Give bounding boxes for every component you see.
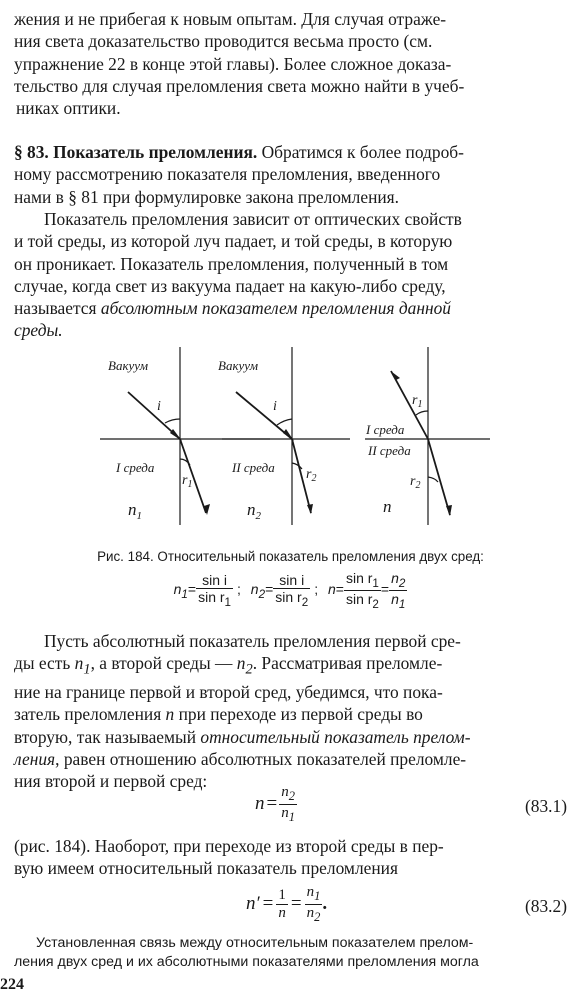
- vacuum-label: Вакуум: [108, 358, 149, 373]
- separator: ;: [237, 581, 241, 597]
- text-line: жения и не прибегая к новым опытам. Для случая отраже-: [14, 9, 447, 29]
- medium-label: II среда: [232, 460, 275, 475]
- index-label: $n_2$: [247, 500, 261, 522]
- text-line: он проникает. Показатель преломления, полученный в том: [14, 253, 449, 274]
- equation-number: (83.1): [524, 796, 567, 816]
- fraction: $\frac{\text{sin i}}{\sin r_2}$: [275, 571, 309, 609]
- text-line: Показатель преломления зависит от оптических свойств: [44, 209, 462, 229]
- formula-lhs: $n_2$: [250, 581, 266, 601]
- angle-label: $r_2$: [306, 467, 317, 484]
- equation-number: (83.2): [524, 896, 567, 916]
- text-line: случае, когда свет из вакуума падает на какую-либо среду,: [14, 275, 446, 296]
- figure-caption: Рис. 184. Относительный показатель преломления двух сред:: [97, 549, 484, 564]
- separator: ;: [314, 581, 319, 597]
- text-line: ды есть $n_1$, а второй среды — $n_2$. Рассматривая преломле-: [14, 653, 443, 678]
- formula-lhs: $n_1$: [173, 581, 188, 601]
- equals-sign: =: [187, 581, 197, 597]
- angle-label: i: [157, 399, 161, 414]
- section-83-paragraph: [14, 141, 567, 208]
- medium-label: I среда: [116, 460, 155, 475]
- angle-arc: [165, 419, 180, 423]
- page-number: 224: [0, 976, 24, 993]
- fraction: $\frac{n_2}{n_1}$: [391, 570, 406, 611]
- term-italic: ления: [14, 748, 56, 769]
- fraction: $\frac{\sin r_1}{\sin r_2}$: [345, 570, 379, 611]
- angle-arc: [292, 463, 302, 469]
- text-plain: называется: [14, 298, 101, 319]
- caption-formulas: [0, 570, 581, 611]
- index-label: $n_1$: [128, 500, 142, 522]
- term-italic: среды.: [14, 320, 63, 341]
- text-line: ния света доказательство проводится весьма просто (см.: [14, 31, 433, 52]
- angle-label: $r_1$: [412, 393, 423, 410]
- top-paragraph: [14, 8, 567, 119]
- angle-arc: [416, 411, 428, 415]
- refracted-ray: [428, 439, 450, 515]
- absolute-index-paragraph: [14, 208, 567, 342]
- term-italic: относительный показатель прелом-: [200, 726, 471, 747]
- angle-label: $r_2$: [410, 474, 421, 491]
- text-line: упражнение 22 в конце этой главы). Более сложное доказа-: [14, 53, 452, 74]
- text-line: ние на границе первой и второй сред, убедимся, что пока-: [14, 682, 443, 703]
- section-lead-text: Обратимся к более подроб-: [257, 142, 464, 162]
- text-line: ления двух сред и их абсолютными показателями преломления могла: [14, 954, 479, 970]
- fraction: $\frac{\text{sin i}}{\sin r_1}$: [198, 571, 232, 609]
- text-line: ления, равен отношению абсолютных показателей преломле-: [14, 748, 467, 769]
- formula-lhs: n: [327, 581, 336, 597]
- text-line: [14, 141, 567, 163]
- footnote-paragraph: [14, 934, 567, 972]
- text-line: вторую, так называемый относительный показатель прелом-: [14, 726, 471, 747]
- term-italic: абсолютным показателем преломления данной: [100, 298, 451, 319]
- text-line: [14, 297, 567, 319]
- equation-83-1: n = $\frac{n_2}{n_1}$: [255, 784, 295, 824]
- text-line: ния второй и первой сред:: [14, 771, 208, 792]
- text-line: тельство для случая преломления света можно найти в учеб-: [14, 75, 465, 96]
- text-line: нами в § 81 при формулировке закона преломления.: [14, 186, 400, 207]
- medium-label: I среда: [366, 422, 405, 437]
- angle-label: i: [273, 399, 277, 414]
- text-line: Установленная связь между относительным показателем прелом-: [36, 935, 474, 951]
- text-line: и той среды, из которой луч падает, и той среды, в которую: [14, 231, 453, 252]
- incident-ray: [236, 392, 292, 439]
- vacuum-label: Вакуум: [218, 358, 259, 373]
- index-label: n: [383, 497, 392, 516]
- text-line: (рис. 184). Наоборот, при переходе из второй среды в пер-: [14, 836, 444, 856]
- section-heading: § 83. Показатель преломления.: [14, 142, 258, 162]
- equals-sign: =: [380, 581, 390, 597]
- medium-label: II среда: [368, 443, 411, 458]
- text-line: никах оптики.: [16, 98, 121, 119]
- inverse-paragraph: [14, 835, 567, 880]
- refraction-figure: [0, 335, 581, 545]
- equals-sign: =: [265, 581, 274, 597]
- text-line: Пусть абсолютный показатель преломления первой сре-: [44, 631, 461, 651]
- equals-sign: =: [335, 581, 344, 597]
- text-line: вую имеем относительный показатель преломления: [14, 858, 398, 879]
- angle-label: $r_1$: [182, 473, 193, 490]
- text-line: затель преломления n при переходе из первой среды во: [14, 704, 423, 725]
- text-line: ному рассмотрению показателя преломления, введенного: [14, 164, 441, 185]
- angle-arc: [428, 477, 438, 482]
- relative-index-paragraph: [14, 630, 567, 793]
- angle-arc: [277, 419, 292, 425]
- equation-83-2: n′ = $\frac{1}{n}$ = $\frac{n_1}{n_2}$ .: [246, 884, 328, 924]
